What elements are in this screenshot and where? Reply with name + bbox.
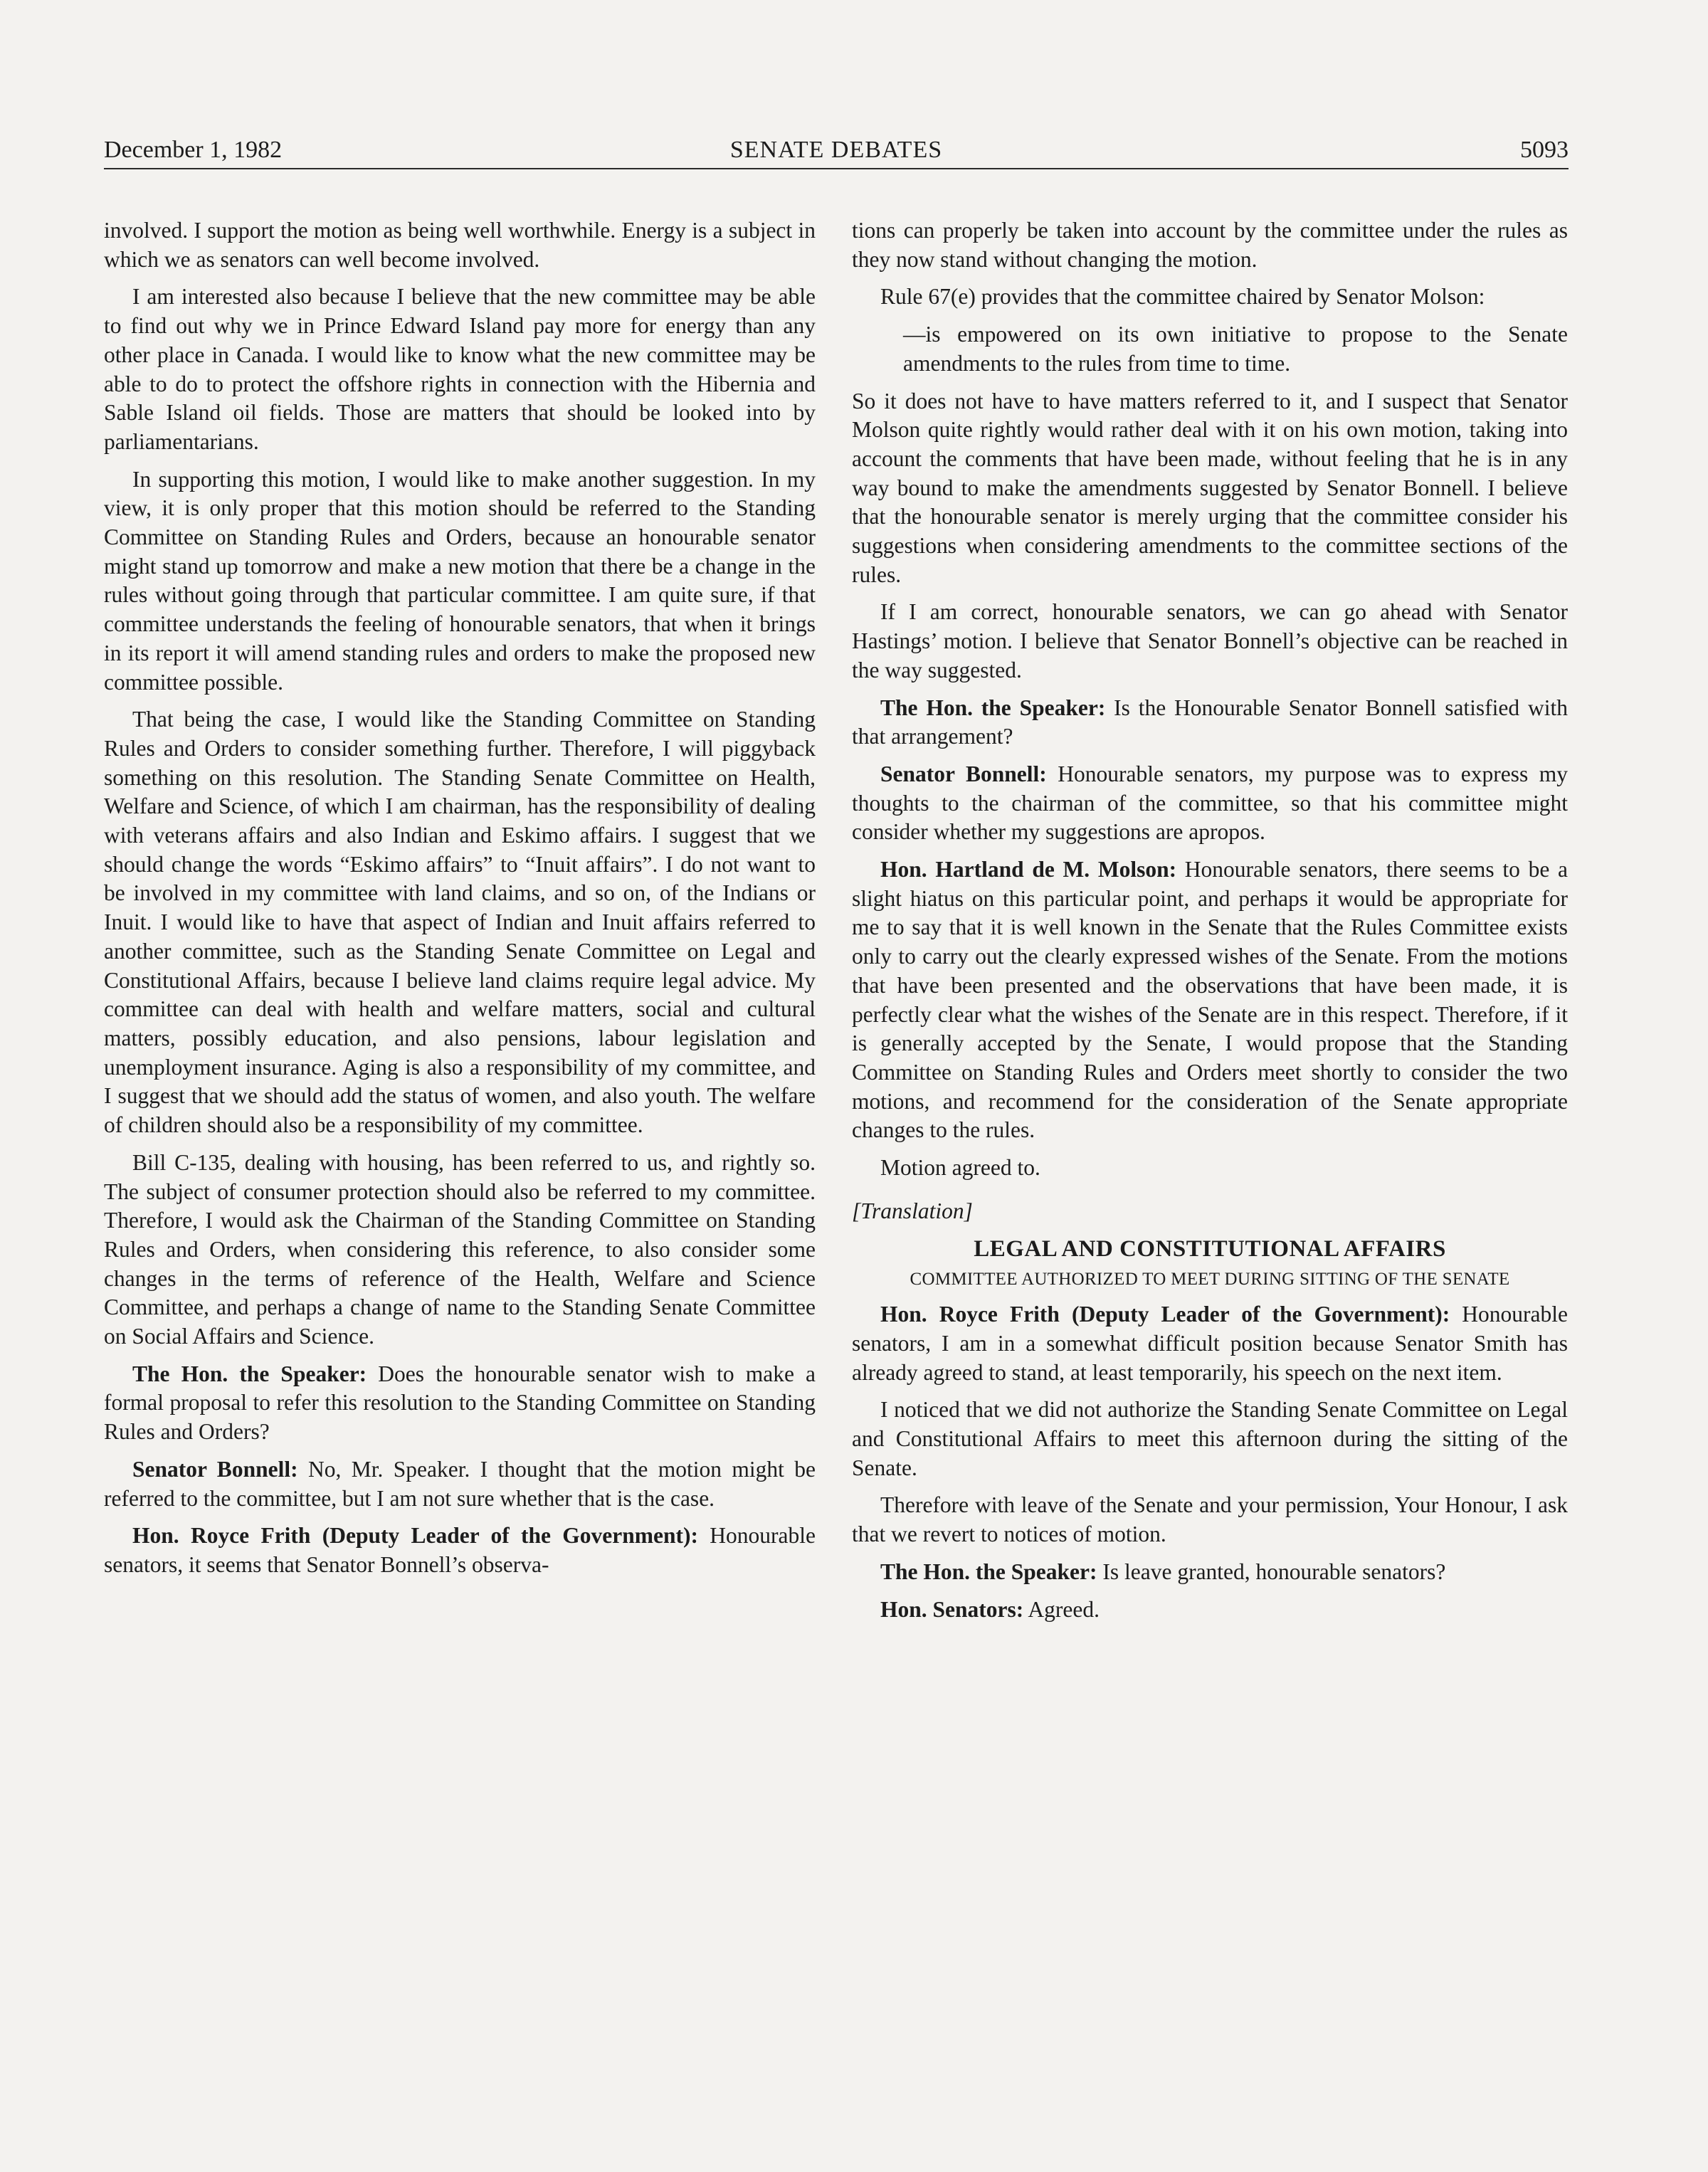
speech-text: Honourable senators, there seems to be a slight hiatus on this particular point, and perhaps it would be appropriate for me to say that it is well known in the Senate that the Rules Committee exists only to carry out the clearly expressed wishes of the Senate. From the motions that have been presented and the observations that have been made, it is perfectly clear what the wishes of the Senate are in this respect. Therefore, if it is generally accepted by the Senate, I would propose that the Standing Committee on Standing Rules and Orders meet shortly to consider the two motions, and recommend for the consideration of the Senate appropriate changes to the rules. (852, 857, 1568, 1143)
paragraph: That being the case, I would like the Standing Committee on Standing Rules and Orders to consider something further. Therefore, I will piggyback something on this resolution. The Standing Senate Committee on Health, Welfare and Science, of which I am chairman, has the responsibility of dealing with veterans affairs and also Indian and Eskimo affairs. I suggest that we should change the words “Eskimo affairs” to “Inuit affairs”. I do not want to be involved in my committee with land claims, and so on, of the Indians or Inuit. I would like to have that aspect of Indian and Inuit affairs referred to another committee, such as the Standing Senate Committee on Legal and Constitutional Affairs, because I believe land claims require legal advice. My committee can deal with health and welfare matters, social and cultural matters, possibly education, and also pensions, labour legislation and unemployment insurance. Aging is also a responsibility of my committee, and I suggest that we should add the status of women, and also youth. The welfare of children should also be a responsibility of my committee. (104, 707, 816, 1138)
speech-text: Honourable senators, my purpose was to express my thoughts to the chairman of the committee, so that his committee might consider whether my suggestions are apropos. (852, 761, 1568, 845)
speaker-name: The Hon. the Speaker: (880, 1559, 1097, 1584)
translation-note (852, 1197, 1568, 1226)
speech-paragraph (104, 1455, 816, 1513)
section-title: LEGAL AND CONSTITUTIONAL AFFAIRS (974, 1235, 1446, 1262)
speaker-name: Senator Bonnell: (132, 1456, 298, 1482)
paragraph: Bill C-135, dealing with housing, has been referred to us, and rightly so. The subject of consumer protection should also be referred to my committee. Therefore, I would ask the Chairman of the Standing Committee on Standing Rules and Orders, when considering this reference, to also consider some changes in the terms of reference of the Health, Welfare and Science Committee, and perhaps a change of name to the Standing Senate Committee on Social Affairs and Science. (104, 1149, 816, 1349)
speech-paragraph (852, 855, 1568, 1145)
paragraph: tions can properly be taken into account by the committee under the rules as they now stand without changing the motion. (852, 218, 1568, 272)
speech-paragraph (852, 1300, 1568, 1387)
translation-label: Translation (860, 1198, 964, 1223)
speaker-name: The Hon. the Speaker: (132, 1361, 367, 1386)
speech-paragraph (104, 1522, 816, 1579)
paragraph: If I am correct, honourable senators, we can go ahead with Senator Hastings’ motion. I believe that Senator Bonnell’s objective can be reached in the way suggested. (852, 599, 1568, 682)
header-title: SENATE DEBATES (729, 137, 943, 163)
paragraph: Therefore with leave of the Senate and your permission, Your Honour, I ask that we revert to notices of motion. (852, 1492, 1568, 1547)
page-number: 5093 (1520, 137, 1569, 163)
paragraph: So it does not have to have matters referred to it, and I suspect that Senator Molson quite rightly would rather deal with it on his own motion, taking into account the comments that have been made, without feeling that he is in any way bound to make the amendments suggested by Senator Bonnell. I believe that the honourable senator is merely urging that the committee consider his suggestions when considering amendments to the committee sections of the rules. (852, 388, 1568, 587)
speaker-name: Senator Bonnell: (880, 761, 1047, 786)
speech-paragraph (852, 760, 1568, 847)
left-column (104, 216, 816, 1588)
paragraph: Rule 67(e) provides that the committee chaired by Senator Molson: (880, 284, 1485, 310)
speaker-name: Hon. Royce Frith (Deputy Leader of the Government): (880, 1302, 1450, 1327)
paragraph: In supporting this motion, I would like to make another suggestion. In my view, it is only proper that this motion should be referred to the Standing Committee on Standing Rules and Orders, because an honourable senator might stand up tomorrow and make a new motion that there be a change in the rules without going through that particular committee. I am quite sure, if that committee understands the feeling of honourable senators, that when it brings in its report it will amend standing rules and orders to make the proposed new committee possible. (104, 466, 816, 695)
speech-paragraph (852, 1558, 1568, 1587)
speech-text: Agreed. (1023, 1596, 1100, 1622)
bracket-close: ] (964, 1198, 973, 1223)
section-subtitle: COMMITTEE AUTHORIZED TO MEET DURING SITTING OF THE SENATE (910, 1270, 1510, 1290)
paragraph: involved. I support the motion as being well worthwhile. Energy is a subject in which we as senators can well become involved. (104, 218, 816, 272)
paragraph: I noticed that we did not authorize the Standing Senate Committee on Legal and Constitutional Affairs to meet this afternoon during the sitting of the Senate. (852, 1397, 1568, 1480)
paragraph: I am interested also because I believe that the new committee may be able to find out why we in Prince Edward Island pay more for energy than any other place in Canada. I would like to know what the new committee may be able to do to protect the offshore rights in connection with the Hibernia and Sable Island oil fields. Those are matters that should be looked into by parliamentarians. (104, 284, 816, 454)
speech-text: Honourable senators, it seems that Senator Bonnell’s observa- (104, 1523, 816, 1577)
rule-quote: —is empowered on its own initiative to propose to the Senate amendments to the rules from time to time. (903, 322, 1568, 376)
speech-text: Does the honourable senator wish to make a formal proposal to refer this resolution to the Standing Committee on Standing Rules and Orders? (104, 1361, 816, 1445)
speech-text: Is the Honourable Senator Bonnell satisfied with that arrangement? (852, 695, 1568, 749)
right-column (852, 216, 1568, 1633)
paragraph: Motion agreed to. (880, 1155, 1040, 1181)
speaker-name: The Hon. the Speaker: (880, 695, 1106, 720)
speech-paragraph (852, 1596, 1568, 1625)
speech-paragraph (104, 1360, 816, 1447)
speaker-name: Hon. Senators: (880, 1596, 1024, 1622)
speech-text: No, Mr. Speaker. I thought that the motion might be referred to the committee, but I am not sure whether that is the case. (104, 1456, 816, 1511)
header-date: December 1, 1982 (104, 137, 283, 163)
page-header (104, 132, 1569, 169)
speech-text: Honourable senators, I am in a somewhat difficult position because Senator Smith has already agreed to stand, at least temporarily, his speech on the next item. (852, 1302, 1568, 1385)
speaker-name: Hon. Hartland de M. Molson: (880, 857, 1177, 882)
speech-text: Is leave granted, honourable senators? (1097, 1559, 1446, 1584)
speech-paragraph (852, 694, 1568, 752)
bracket-open: [ (852, 1198, 861, 1223)
speaker-name: Hon. Royce Frith (Deputy Leader of the Government): (132, 1523, 698, 1549)
